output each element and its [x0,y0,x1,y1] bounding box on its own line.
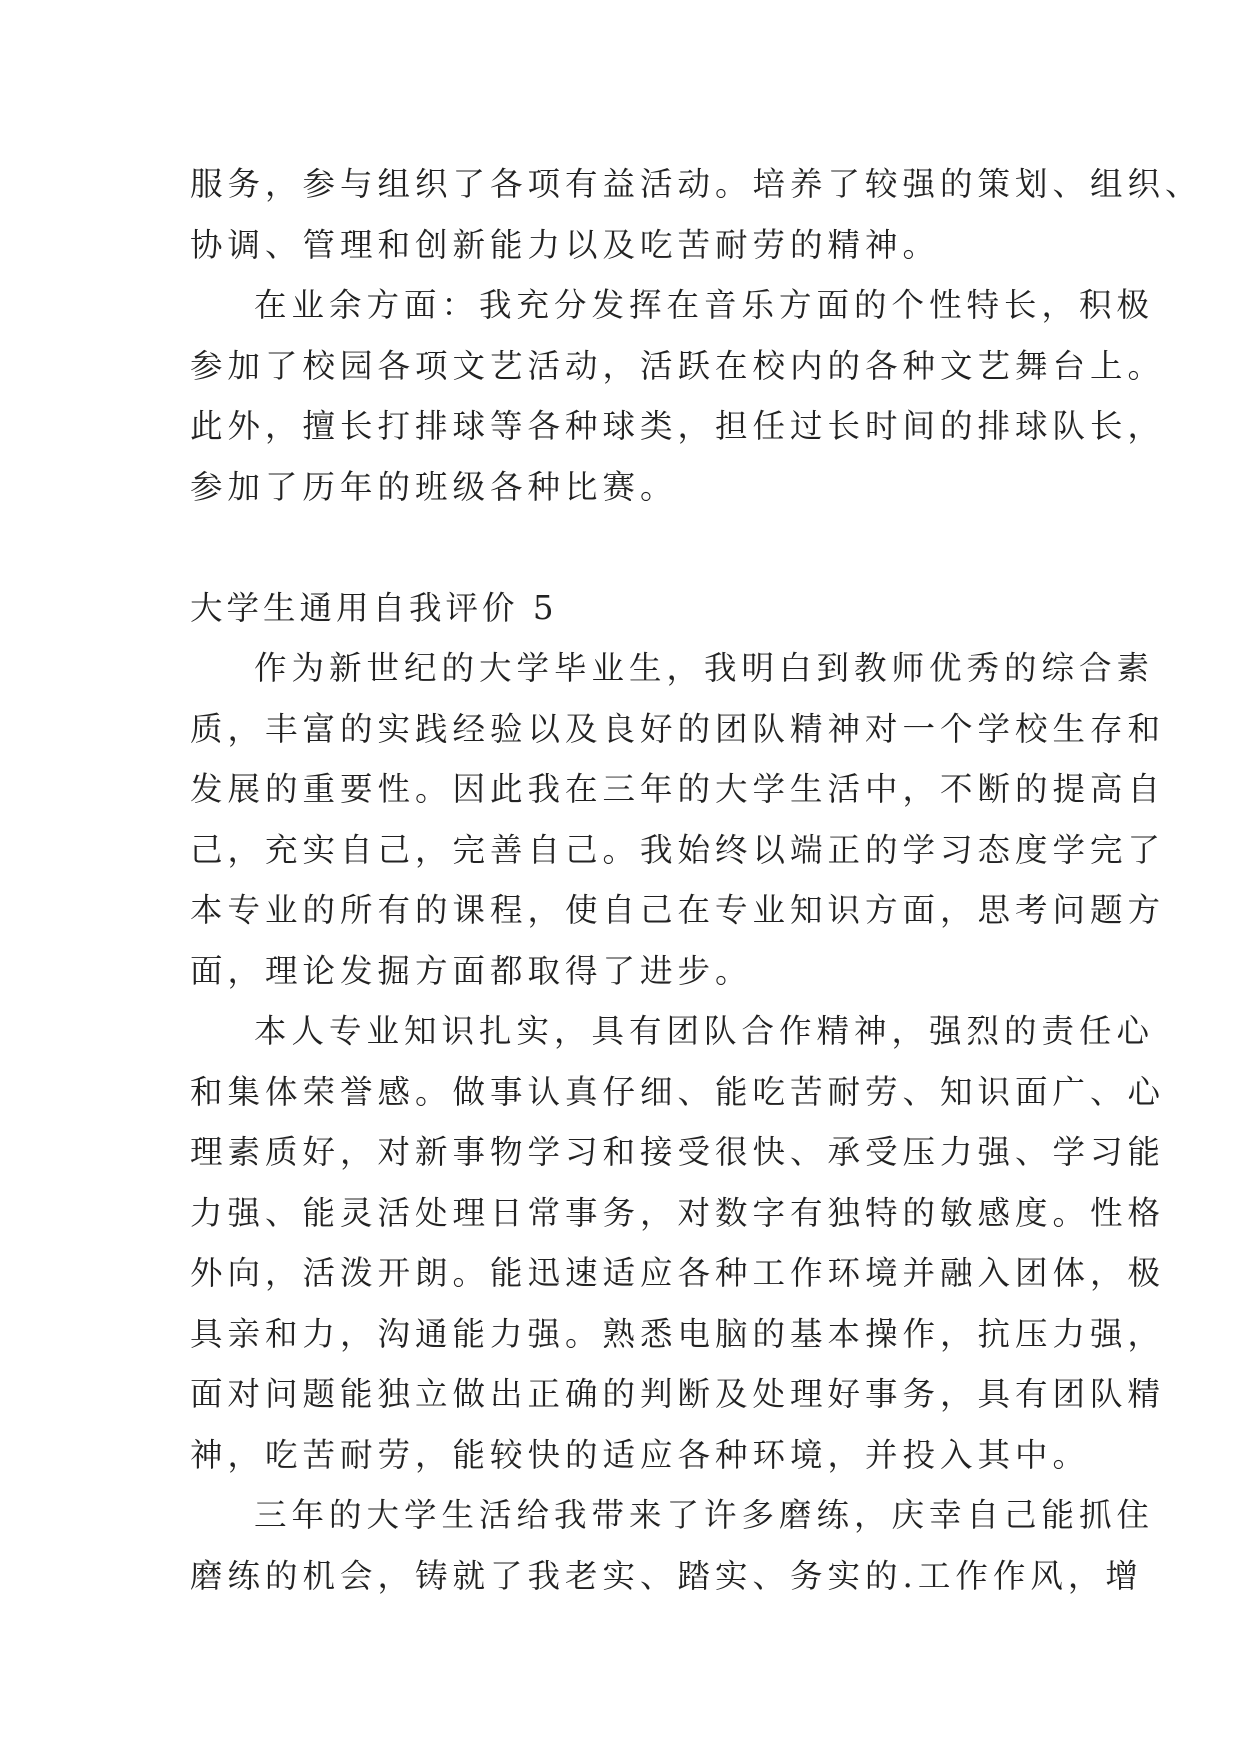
text-line: 质，丰富的实践经验以及良好的团队精神对一个学校生存和 [190,709,1166,748]
text-line: 神，吃苦耐劳，能较快的适应各种环境，并投入其中。 [190,1435,1091,1474]
text-line: 面，理论发掘方面都取得了进步。 [190,951,753,990]
text-line: 和集体荣誉感。做事认真仔细、能吃苦耐劳、知识面广、心 [190,1072,1166,1111]
text-line: 理素质好，对新事物学习和接受很快、承受压力强、学习能 [190,1133,1166,1171]
text-line: 服务，参与组织了各项有益活动。培养了较强的策划、组织、 [190,165,1203,203]
paragraph-first-line: 三年的大学生活给我带来了许多磨练，庆幸自己能抓住 [254,1496,1155,1534]
text-line: 具亲和力，沟通能力强。熟悉电脑的基本操作，抗压力强， [190,1314,1166,1353]
text-line: 发展的重要性。因此我在三年的大学生活中，不断的提高自 [190,770,1166,808]
paragraph-first-line: 本人专业知识扎实，具有团队合作精神，强烈的责任心 [254,1012,1155,1050]
text-line: 协调、管理和创新能力以及吃苦耐劳的精神。 [190,225,941,264]
text-line: 磨练的机会，铸就了我老实、踏实、务实的.工作作风，增 [190,1556,1143,1595]
document-body [190,154,1203,1606]
text-line: 力强、能灵活处理日常事务，对数字有独特的敏感度。性格 [190,1193,1166,1232]
text-line: 此外，擅长打排球等各种球类，担任过长时间的排球队长， [190,407,1166,445]
text-line: 外向，活泼开朗。能迅速适应各种工作环境并融入团体，极 [190,1254,1166,1292]
text-line: 参加了校园各项文艺活动，活跃在校内的各种文艺舞台上。 [190,346,1166,385]
text-line: 己，充实自己，完善自己。我始终以端正的学习态度学完了 [190,830,1166,869]
text-line: 本专业的所有的课程，使自己在专业知识方面，思考问题方 [190,891,1166,929]
text-line: 面对问题能独立做出正确的判断及处理好事务，具有团队精 [190,1375,1166,1413]
section-heading: 大学生通用自我评价 5 [190,588,558,627]
paragraph-first-line: 作为新世纪的大学毕业生，我明白到教师优秀的综合素 [254,649,1155,687]
paragraph-first-line: 在业余方面：我充分发挥在音乐方面的个性特长，积极 [254,286,1155,324]
blank-line [190,517,1050,578]
text-line: 参加了历年的班级各种比赛。 [190,467,678,506]
